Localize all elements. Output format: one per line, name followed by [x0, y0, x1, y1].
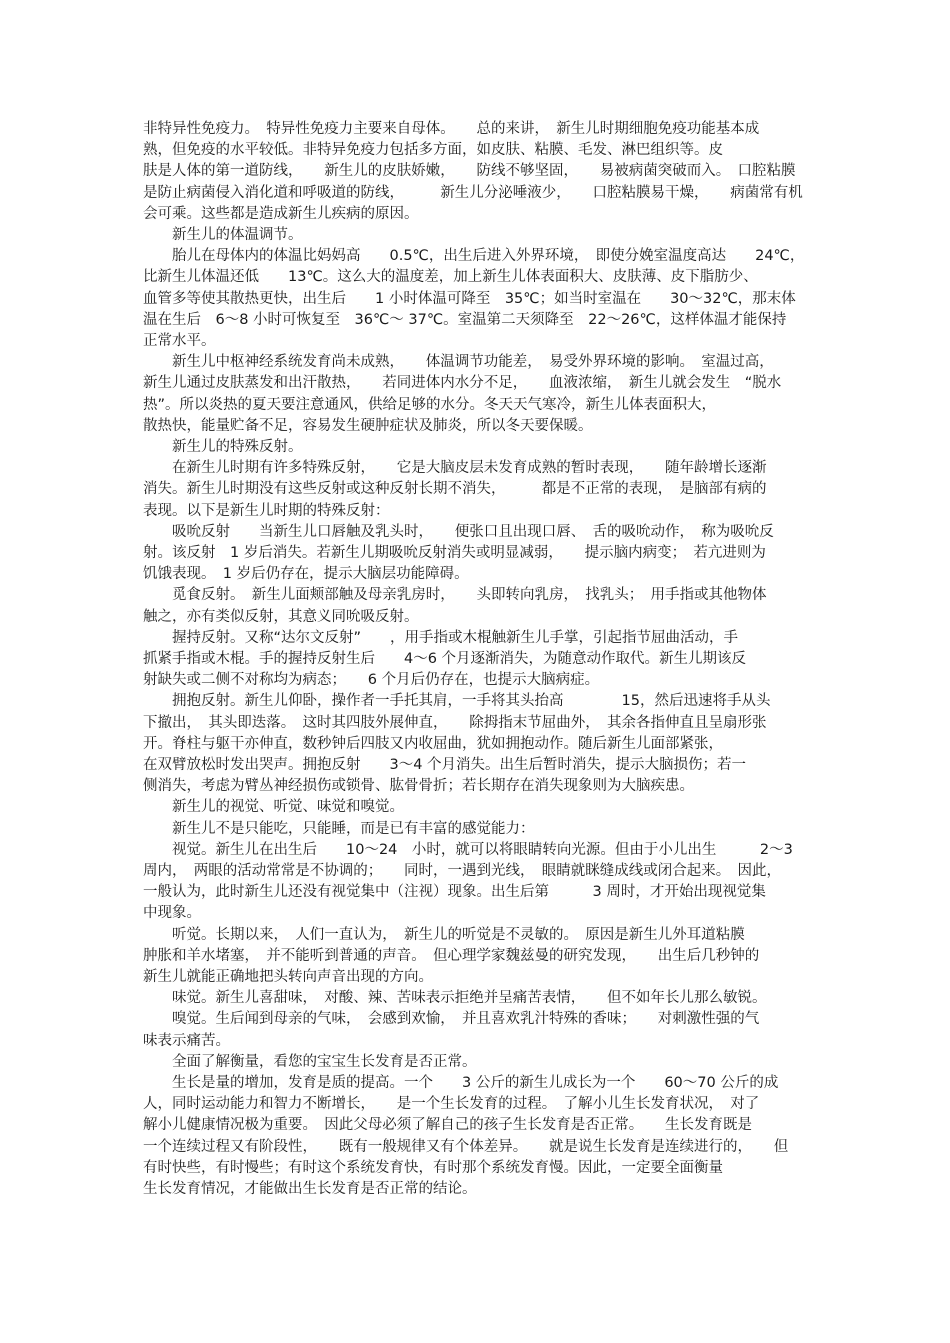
text-line: 全面了解衡量，看您的宝宝生长发育是否正常。 [143, 1054, 477, 1070]
text-line: 射。该反射 1 岁后消失。若新生儿期吸吮反射消失或明显减弱， 提示脑内病变； 若亢进则为 [143, 545, 766, 561]
text-line: 新生儿的体温调节。 [143, 227, 303, 243]
text-line: 触之，亦有类似反射，其意义同吮吸反射。 [143, 609, 419, 625]
text-line: 在新生儿时期有许多特殊反射， 它是大脑皮层未发育成熟的暂时表现， 随年龄增长逐渐 [143, 460, 767, 476]
text-line: 新生儿的视觉、听觉、味觉和嗅觉。 [143, 799, 404, 815]
text-line: 新生儿中枢神经系统发育尚未成熟， 体温调节功能差， 易受外界环境的影响。 室温过高， [143, 354, 774, 370]
text-line: 中现象。 [143, 905, 201, 921]
text-line: 熟，但免疫的水平较低。非特异免疫力包括多方面，如皮肤、粘膜、毛发、淋巴组织等。皮 [143, 142, 723, 158]
text-line: 肿胀和羊水堵塞， 并不能听到普通的声音。 但心理学家魏兹曼的研究发现， 出生后几秒钟的 [143, 948, 760, 964]
text-line: 一般认为，此时新生儿还没有视觉集中（注视）现象。出生后第 3 周时，才开始出现视觉集 [143, 884, 766, 900]
text-line: 味觉。新生儿喜甜味， 对酸、辣、苦味表示拒绝并呈痛苦表情， 但不如年长儿那么敏锐。 [143, 990, 767, 1006]
text-line: 解小儿健康情况极为重要。 因此父母必须了解自己的孩子生长发育是否正常。 生长发育既是 [143, 1117, 752, 1133]
text-line: 开。脊柱与躯干亦伸直，数秒钟后四肢又内收屈曲，犹如拥抱动作。随后新生儿面部紧张， [143, 736, 723, 752]
text-line: 在双臂放松时发出哭声。拥抱反射 3～4 个月消失。出生后暂时消失，提示大脑损伤；若一 [143, 757, 747, 773]
text-line: 嗅觉。生后闻到母亲的气味， 会感到欢愉， 并且喜欢乳汁特殊的香味； 对刺激性强的气 [143, 1011, 760, 1027]
text-line: 下撤出， 其头即迭落。 这时其四肢外展伸直， 除拇指末节屈曲外， 其余各指伸直且呈扇形张 [143, 715, 767, 731]
text-line: 生长发育情况，才能做出生长发育是否正常的结论。 [143, 1181, 477, 1197]
text-line: 有时快些，有时慢些；有时这个系统发育快，有时那个系统发育慢。因此，一定要全面衡量 [143, 1160, 723, 1176]
text-line: 散热快，能量贮备不足，容易发生硬肿症状及肺炎，所以冬天要保暖。 [143, 418, 593, 434]
text-line: 抓紧手指或木棍。手的握持反射生后 4～6 个月逐渐消失，为随意动作取代。新生儿期该反 [143, 651, 747, 667]
text-line: 新生儿不是只能吃，只能睡，而是已有丰富的感觉能力： [143, 821, 535, 837]
text-line: 听觉。长期以来， 人们一直认为， 新生儿的听觉是不灵敏的。 原因是新生儿外耳道粘膜 [143, 927, 745, 943]
text-line: 味表示痛苦。 [143, 1033, 230, 1049]
text-line: 新生儿通过皮肤蒸发和出汗散热， 若同进体内水分不足， 血液浓缩， 新生儿就会发生 “脱水 [143, 375, 782, 391]
text-line: 消失。新生儿时期没有这些反射或这种反射长期不消失， 都是不正常的表现， 是脑部有病的 [143, 481, 767, 497]
text-line: 胎儿在母体内的体温比妈妈高 0.5℃，出生后进入外界环境， 即使分娩室温度高达 24℃， [143, 248, 805, 264]
text-line: 觅食反射。 新生儿面颊部触及母亲乳房时， 头即转向乳房， 找乳头； 用手指或其他物体 [143, 587, 767, 603]
text-line: 正常水平。 [143, 333, 216, 349]
text-line: 新生儿就能正确地把头转向声音出现的方向。 [143, 969, 433, 985]
text-line: 射缺失或二侧不对称均为病态； 6 个月后仍存在，也提示大脑病症。 [143, 672, 600, 688]
text-line: 非特异性免疫力。 特异性免疫力主要来自母体。 总的来讲， 新生儿时期细胞免疫功能基本成 [143, 121, 760, 137]
text-line: 侧消失，考虑为臂丛神经损伤或锁骨、肱骨骨折；若长期存在消失现象则为大脑疾患。 [143, 778, 694, 794]
text-line: 血管多等使其散热更快，出生后 1 小时体温可降至 35℃；如当时室温在 30～32℃，那末体 [143, 291, 796, 307]
text-line: 比新生儿体温还低 13℃。这么大的温度差，加上新生儿体表面积大、皮肤薄、皮下脂肪少、 [143, 269, 758, 285]
text-line: 吸吮反射 当新生儿口唇触及乳头时， 便张口且出现口唇、 舌的吸吮动作， 称为吸吮反 [143, 524, 774, 540]
text-line: 热”。所以炎热的夏天要注意通风，供给足够的水分。冬天天气寒冷，新生儿体表面积大， [143, 397, 717, 413]
text-line: 温在生后 6～8 小时可恢复至 36℃～ 37℃。室温第二天须降至 22～26℃，这样体温才能保持 [143, 312, 787, 328]
text-line: 会可乘。这些都是造成新生儿疾病的原因。 [143, 206, 419, 222]
text-line: 视觉。新生儿在出生后 10～24 小时，就可以将眼睛转向光源。但由于小儿出生 2～3 [143, 842, 793, 858]
text-line: 肤是人体的第一道防线， 新生儿的皮肤娇嫩， 防线不够坚固， 易被病菌突破而入。 口腔粘膜 [143, 163, 796, 179]
text-line: 饥饿表现。 1 岁后仍存在，提示大脑层功能障碍。 [143, 566, 469, 582]
text-line: 人，同时运动能力和智力不断增长， 是一个生长发育的过程。 了解小儿生长发育状况， 对了 [143, 1096, 760, 1112]
text-line: 握持反射。又称“达尔文反射” ，用手指或木棍触新生儿手掌，引起指节屈曲活动，手 [143, 630, 739, 646]
text-line: 生长是量的增加，发育是质的提高。一个 3 公斤的新生儿成长为一个 60～70 公斤的成 [143, 1075, 779, 1091]
text-line: 新生儿的特殊反射。 [143, 439, 303, 455]
text-line: 是防止病菌侵入消化道和呼吸道的防线， 新生儿分泌唾液少， 口腔粘膜易干燥， 病菌常有机 [143, 185, 803, 201]
text-line: 一个连续过程又有阶段性， 既有一般规律又有个体差异。 就是说生长发育是连续进行的， 但 [143, 1139, 789, 1155]
text-line: 周内， 两眼的活动常常是不协调的； 同时，一遇到光线， 眼睛就眯缝成线或闭合起来。 因此， [143, 863, 781, 879]
text-line: 表现。以下是新生儿时期的特殊反射： [143, 503, 390, 519]
text-line: 拥抱反射。新生儿仰卧，操作者一手托其肩，一手将其头抬高 15，然后迅速将手从头 [143, 693, 771, 709]
